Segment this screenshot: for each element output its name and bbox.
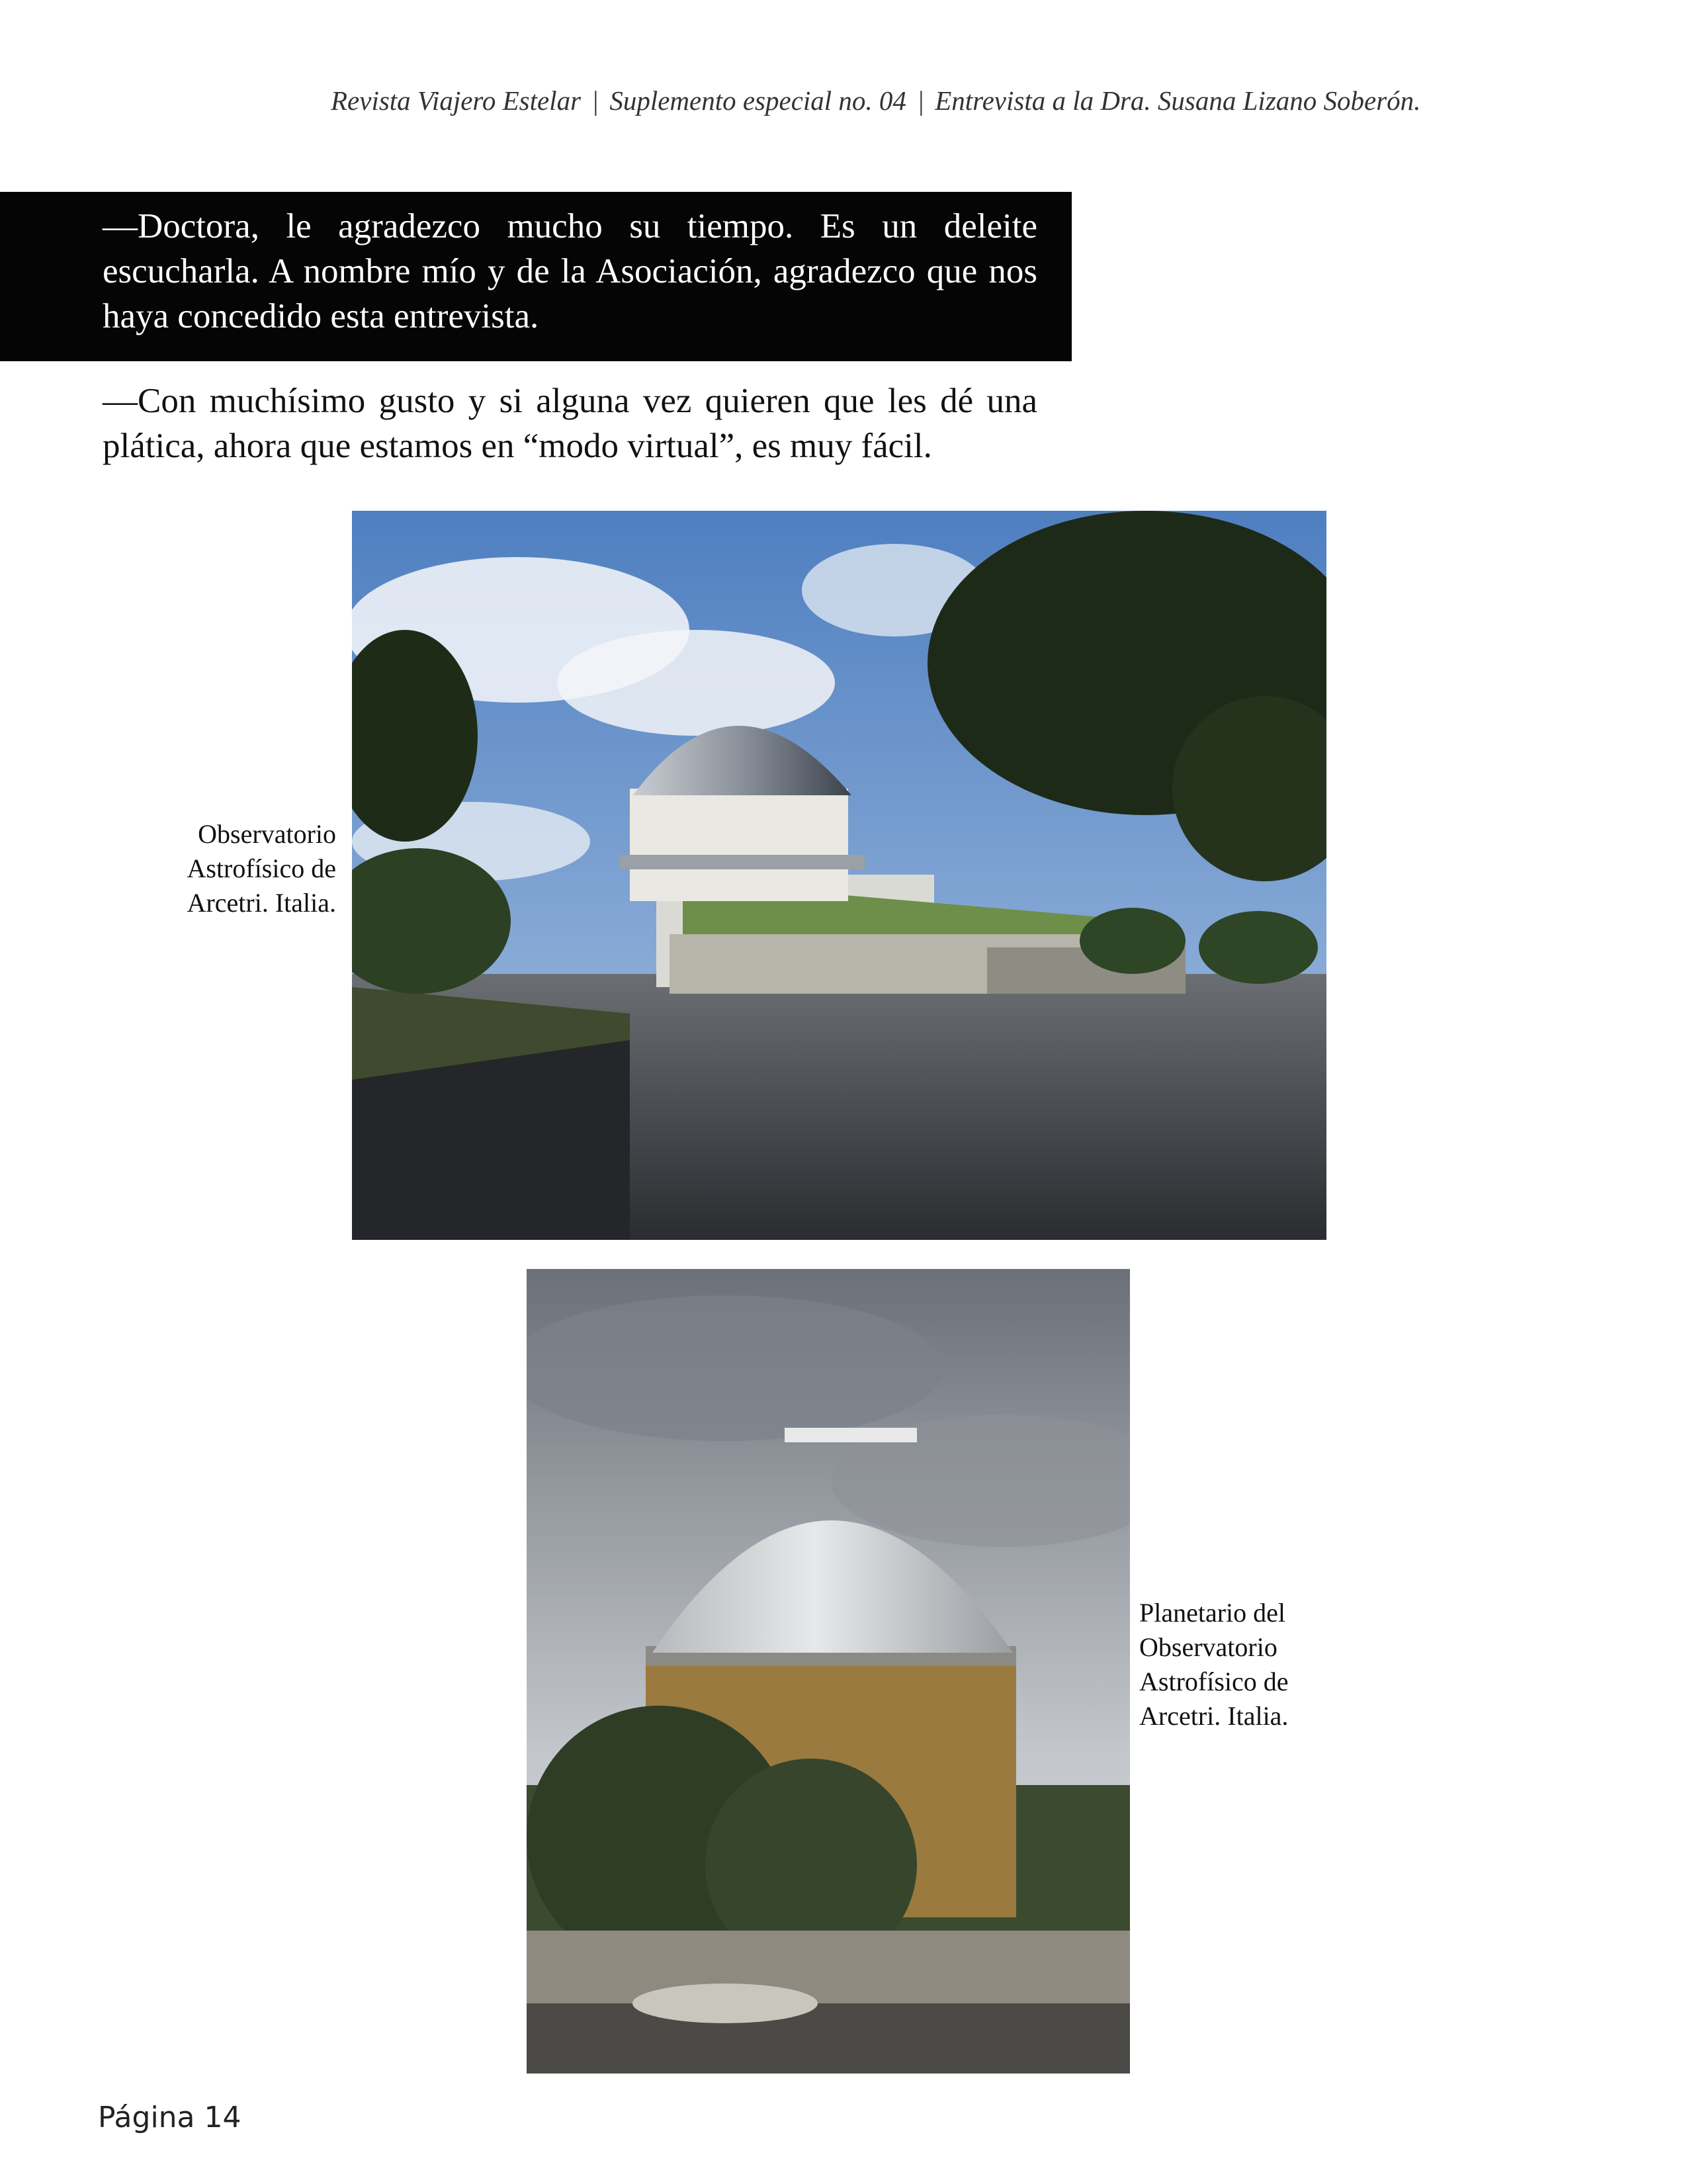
planetarium-photo [527,1269,1130,2074]
header-separator: | [916,85,925,116]
question-block [0,192,1072,361]
answer-block [103,378,1037,468]
header-separator: | [591,85,599,116]
article-title: Entrevista a la Dra. Susana Lizano Soberón. [935,85,1421,116]
question-text: —Doctora, le agradezco mucho su tiempo. Es un deleite escucharla. A nombre mío y de la Asociación, agradezco que nos haya concedido esta entrevista. [103,207,1037,335]
observatory-caption: Observatorio Astrofísico de Arcetri. Italia. [187,819,336,918]
running-header [331,85,1561,116]
answer-text: —Con muchísimo gusto y si alguna vez quieren que les dé una plática, ahora que estamos en “modo virtual”, es muy fácil. [103,382,1037,465]
page-number: Página 14 [98,2101,241,2134]
planetarium-caption: Planetario del Observatorio Astrofísico de Arcetri. Italia. [1139,1598,1289,1731]
issue-name: Suplemento especial no. 04 [609,85,906,116]
observatory-photo [352,511,1326,1240]
magazine-name: Revista Viajero Estelar [331,85,582,116]
